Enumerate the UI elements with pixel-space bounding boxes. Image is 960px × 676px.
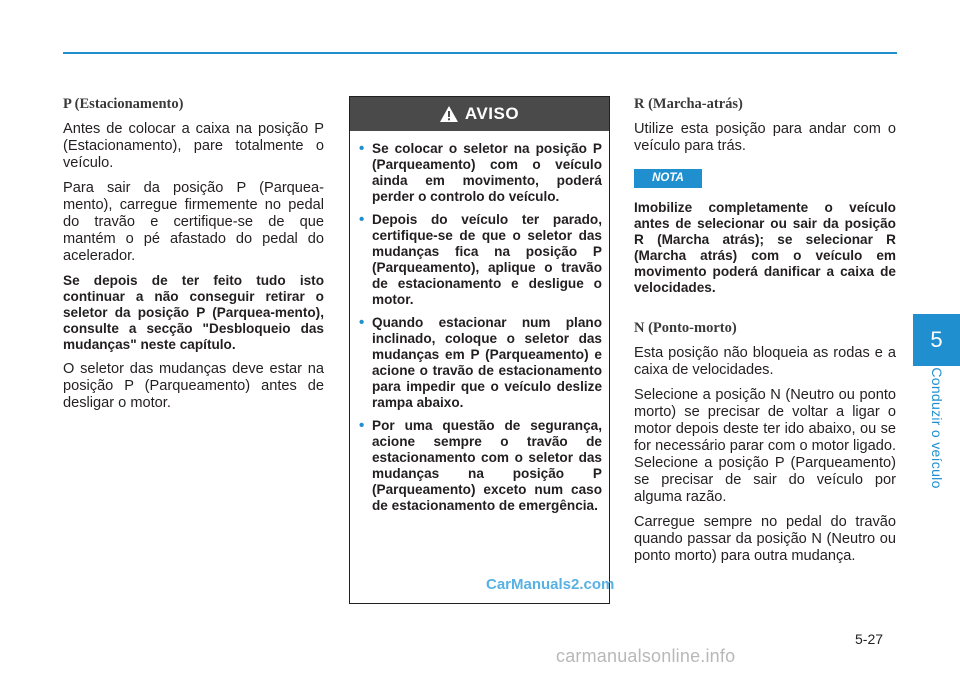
warning-triangle-icon (440, 106, 458, 122)
bullet-icon: • (359, 417, 365, 434)
warning-item: • Por uma questão de segurança, acione sempre o travão de estacionamento com o seletor das mudanças na posição P (Parqueamento) exceto num caso de estacionamento de emergência. (359, 417, 602, 513)
footer-watermark: carmanualsonline.info (556, 646, 736, 666)
warning-header (350, 97, 609, 131)
chapter-title: Conduzir o veículo (929, 367, 945, 489)
emphasis-paragraph: Se depois de ter feito tudo isto continuar a não conseguir retirar o seletor da posição P (Parquea-mento), consulte a secção "Desbloqueio das mudanças" neste capítulo. (63, 273, 324, 352)
chapter-tab: 5 (913, 314, 960, 366)
nota-text: Imobilize completamente o veículo antes de selecionar ou sair da posição R (Marcha atrás); se selecionar R (Marcha atrás) com o veículo em movimento poderá danificar a caixa de velocidades. (634, 200, 896, 295)
paragraph: Utilize esta posição para andar com o veículo para trás. (634, 121, 896, 154)
nota-badge: NOTA (634, 169, 702, 188)
section-heading-p: P (Estacionamento) (63, 96, 184, 112)
paragraph: Carregue sempre no pedal do travão quando passar da posição N (Neutro ou ponto morto) para outra mudança. (634, 514, 896, 564)
section-heading-n: N (Ponto-morto) (634, 320, 737, 336)
warning-item: • Se colocar o seletor na posição P (Parqueamento) com o veículo ainda em movimento, poderá perder o controlo do veículo. (359, 140, 602, 204)
paragraph: Para sair da posição P (Parquea-mento), carregue firmemente no pedal do travão e certifique-se de que mantém o pé afastado do pedal do acelerador. (63, 180, 324, 264)
warning-item: • Quando estacionar num plano inclinado, coloque o seletor das mudanças em P (Parqueamento) e acione o travão de estacionamento para impedir que o veículo deslize rampa abaixo. (359, 314, 602, 410)
warning-box (349, 96, 610, 604)
warning-title: AVISO (464, 104, 520, 123)
bullet-icon: • (359, 211, 365, 228)
left-column (63, 96, 324, 420)
paragraph: O seletor das mudanças deve estar na posição P (Parqueamento) antes de desligar o motor. (63, 361, 324, 411)
paragraph: Antes de colocar a caixa na posição P (Estacionamento), pare totalmente o veículo. (63, 121, 324, 171)
paragraph: Esta posição não bloqueia as rodas e a caixa de velocidades. (634, 345, 896, 378)
page-number: 5-27 (855, 631, 884, 647)
bullet-icon: • (359, 314, 365, 331)
warning-item: • Depois do veículo ter parado, certifique-se de que o seletor das mudanças fica na posição P (Parqueamento), aplique o travão de estacionamento e desligue o motor. (359, 211, 602, 307)
warning-list (350, 131, 609, 514)
header-rule (63, 52, 897, 54)
bullet-icon: • (359, 140, 365, 157)
paragraph: Selecione a posição N (Neutro ou ponto morto) se precisar de voltar a ligar o motor depois deste ter ido abaixo, ou se for necessário parar com o motor ligado. Selecione a posição P (Parqueamento) se precisar de sair do veículo por alguma razão. (634, 387, 896, 505)
right-column (634, 96, 896, 573)
watermark-carmanuals: CarManuals2.com (486, 576, 615, 593)
section-heading-r: R (Marcha-atrás) (634, 96, 743, 112)
